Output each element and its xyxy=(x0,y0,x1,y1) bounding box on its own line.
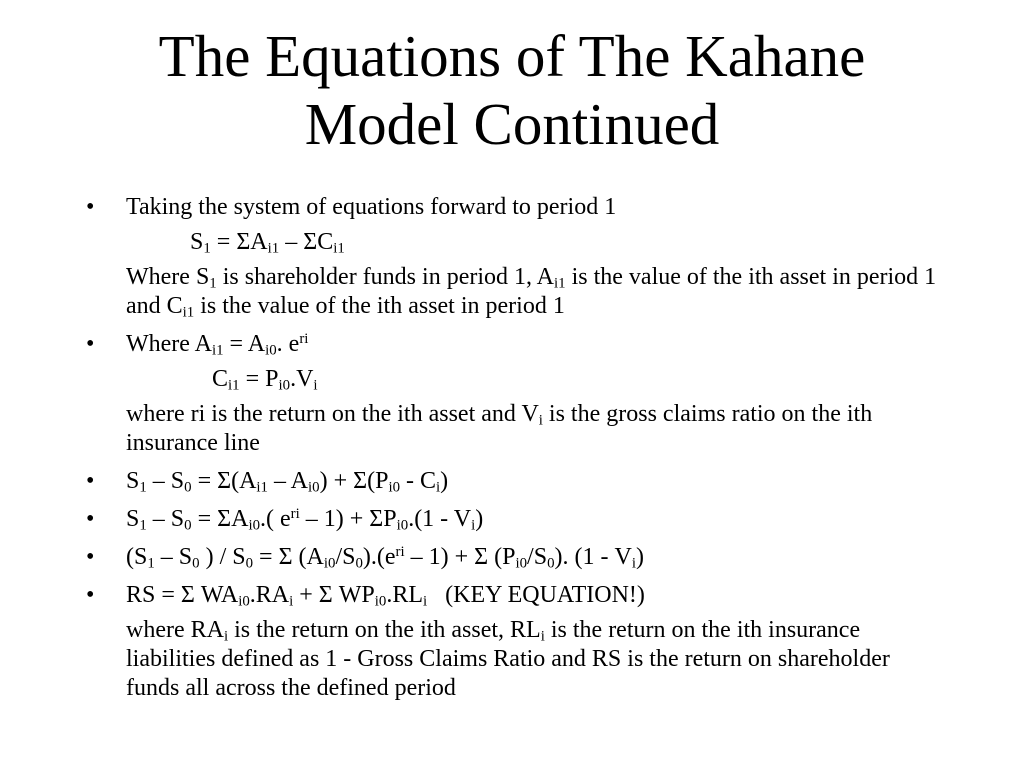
note-return-on-asset: where ri is the return on the ith asset and $V_i$ is the gross claims ratio on the ith insurance line xyxy=(126,401,873,456)
slide-body xyxy=(86,193,946,703)
bullet-item-3: • $S_1 - S_0 = \Sigma(A_{i1} - A_{i0}) + \Sigma(P_{i0} - C_i)$ xyxy=(86,467,946,496)
slide-title xyxy=(0,22,1024,158)
bullet-item-6: • RS = Σ $WA_{i0}.RA_i + \Sigma$ $WP_{i0}.RL_i$ (KEY EQUATION!) xyxy=(86,581,946,610)
note-shareholder-funds: Where $S_1$ is shareholder funds in period 1, $A_{i1}$ is the value of the ith asset in period 1 and $C_{i1}$ is the value of the ith asset in period 1 xyxy=(126,264,937,321)
equation-s1: $S_1 = \Sigma A_{i1} - \Sigma C_{i1}$ xyxy=(190,229,345,257)
key-equation-label: (KEY EQUATION!) xyxy=(445,582,645,608)
bullet-item-2: • Where $A_{i1} = A_{i0}$. $e^{ri}$ xyxy=(86,330,946,359)
bullet-item-5: • ($S_1 - S_0$ ) / $S_0 = \Sigma$ $(A_{i0}/S_0).(e^{ri} - 1) + \Sigma$ $(P_{i0}/S_0)$. $(1 - V_i)$ xyxy=(86,543,946,572)
slide-title-line-1: The Equations of The Kahane xyxy=(158,23,866,89)
bullet-item-1: • Taking the system of equations forward to period 1 xyxy=(86,193,946,222)
bullet-item-4: • $S_1 - S_0 = \Sigma A_{i0}$.( $e^{ri} - 1) + \Sigma P_{i0}.(1 - V_i)$ xyxy=(86,505,946,534)
note-return-definitions: where $RA_i$ is the return on the ith asset, $RL_i$ is the return on the ith insurance liabilities defined as 1 - Gross Claims Ratio and RS is the return on shareholder funds all across the defined period xyxy=(126,617,890,701)
slide-title-line-2: Model Continued xyxy=(304,91,720,157)
equation-ci1: $C_{i1} = P_{i0}.V_i$ xyxy=(212,366,318,394)
